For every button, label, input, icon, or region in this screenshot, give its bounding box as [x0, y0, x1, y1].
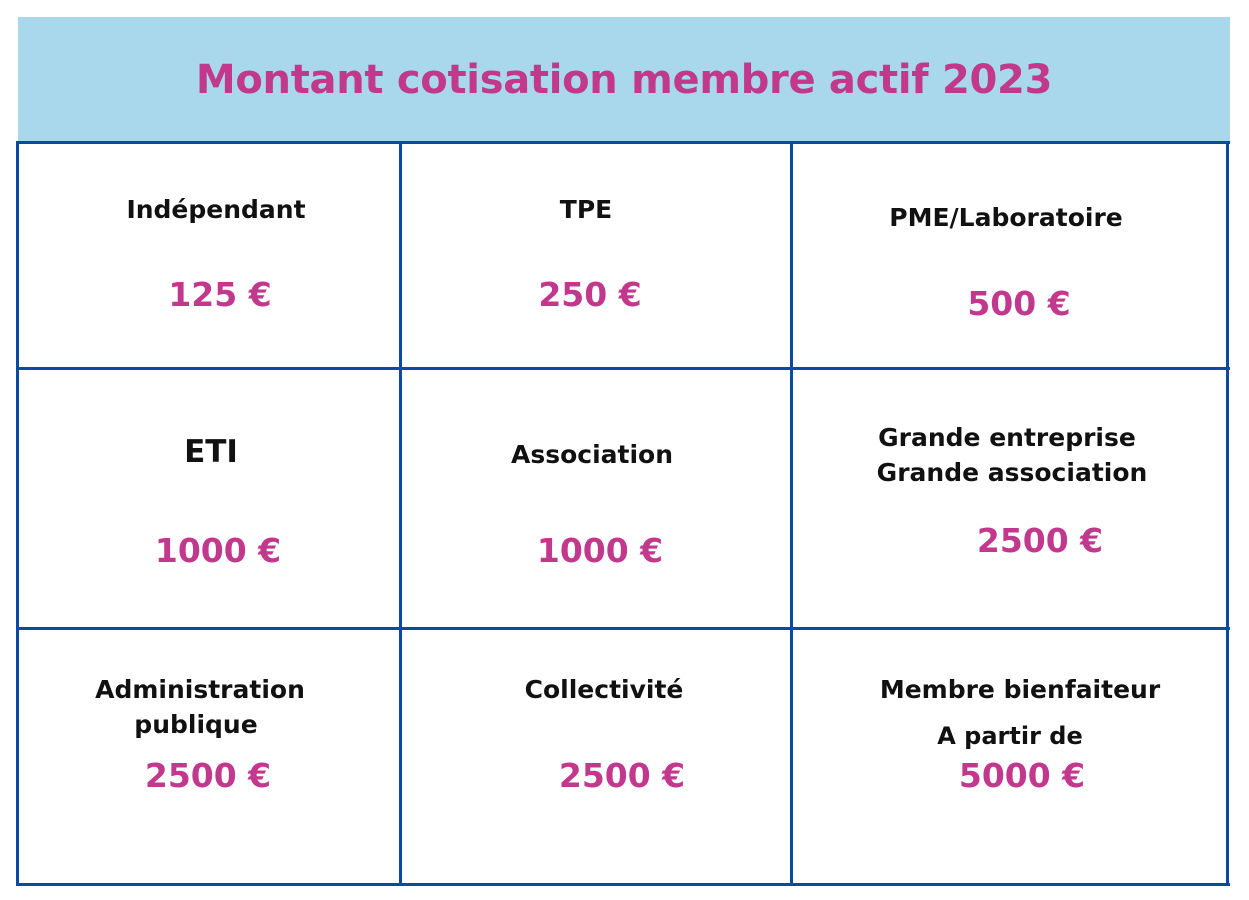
- price-amount: 2500 €: [558, 756, 686, 795]
- category-label: PME/Laboratoire: [889, 203, 1123, 232]
- category-label: Collectivité: [524, 675, 684, 704]
- grid-line: [16, 627, 1230, 630]
- price-amount: 1000 €: [536, 531, 664, 570]
- price-amount: 1000 €: [154, 531, 282, 570]
- category-label-line1: Grande entreprise: [878, 423, 1136, 452]
- price-amount: 125 €: [168, 275, 272, 314]
- category-label-line2: Grande association: [876, 458, 1148, 487]
- minimum-note: A partir de: [937, 722, 1083, 750]
- category-label: Association: [510, 440, 674, 469]
- category-label: Indépendant: [126, 195, 306, 224]
- price-amount: 2500 €: [144, 756, 272, 795]
- price-amount: 2500 €: [976, 521, 1104, 560]
- page-title: Montant cotisation membre actif 2023: [195, 57, 1053, 103]
- grid-line: [790, 141, 793, 886]
- category-label-line1: Administration: [95, 675, 305, 704]
- category-label: TPE: [559, 195, 613, 224]
- category-label-line2: publique: [134, 710, 258, 739]
- category-label: Membre bienfaiteur: [879, 675, 1161, 704]
- grid-line: [16, 883, 1230, 886]
- grid-line: [16, 141, 1230, 144]
- price-amount: 5000 €: [958, 756, 1086, 795]
- grid-line: [16, 367, 1230, 370]
- grid-line: [399, 141, 402, 886]
- category-label: ETI: [184, 434, 238, 470]
- grid-line: [1226, 141, 1229, 886]
- price-amount: 500 €: [967, 284, 1071, 323]
- price-amount: 250 €: [538, 275, 642, 314]
- grid-line: [16, 141, 19, 886]
